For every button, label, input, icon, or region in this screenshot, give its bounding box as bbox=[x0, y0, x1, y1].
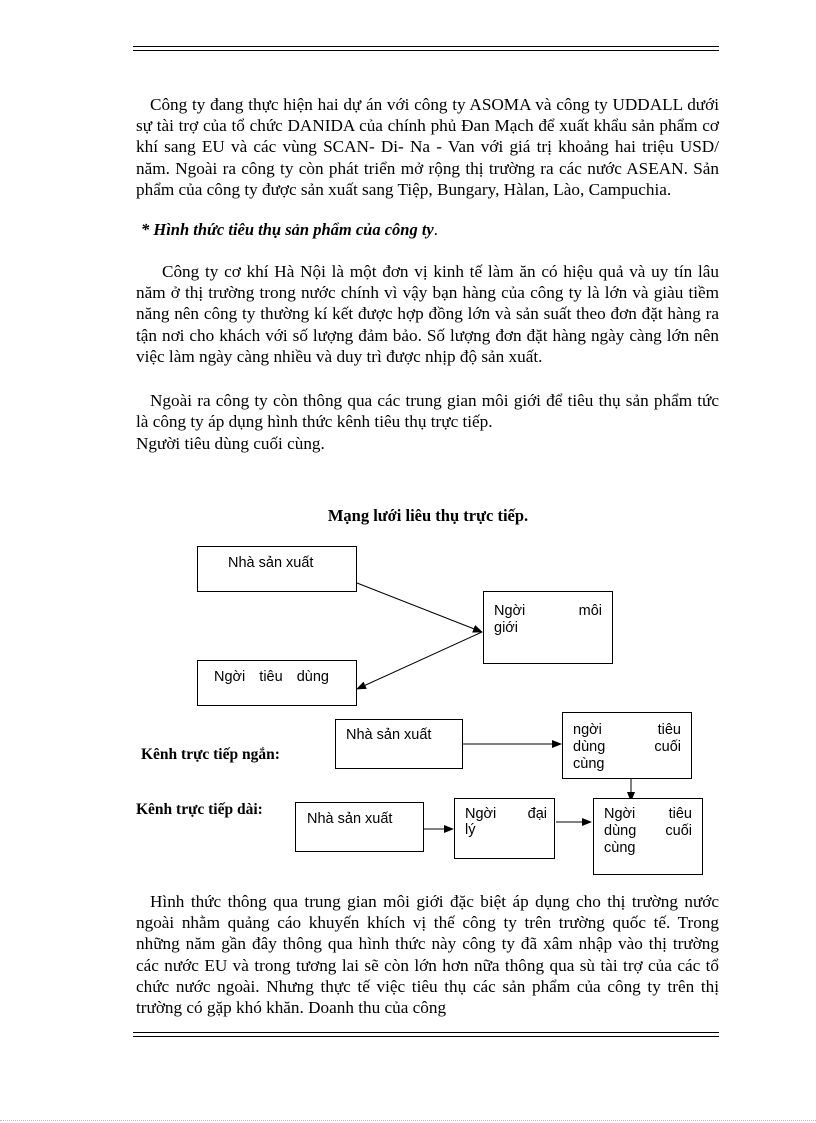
box-long-producer bbox=[295, 802, 424, 852]
paragraph-brokers: Ngoài ra công ty còn thông qua các trung gian môi giới để tiêu thụ sản phẩm tức là công ty áp dụng hình thức kênh tiêu thụ trực tiếp. bbox=[136, 391, 719, 432]
arrow-producer-to-broker bbox=[357, 583, 482, 632]
box-long-agent bbox=[454, 798, 555, 859]
box-long-agent-label-1: Ngời đại bbox=[465, 806, 547, 822]
box-broker bbox=[483, 591, 613, 664]
box-long-final-label-2: dùng cuối bbox=[604, 823, 692, 839]
section-heading bbox=[141, 220, 438, 240]
box-short-producer-label: Nhà sản xuất bbox=[346, 727, 432, 743]
diagram-title: Mạng lưới liêu thụ trực tiếp. bbox=[327, 506, 529, 525]
header-rule-top bbox=[133, 46, 719, 47]
box-producer-label: Nhà sản xuất bbox=[228, 555, 314, 571]
paragraph-broker-channel: Hình thức thông qua trung gian môi giới đặc biệt áp dụng cho thị trường nước ngoài nhằm quảng cáo khuyến khích vị thế công ty trên trường quốc tế. Trong những năm gần đây thông qua hình thức này công ty đã xâm nhập vào thị trường các nước EU và trong tương lai sẽ còn lớn hơn nữa thông qua sù tài trợ của các tổ chức nước ngoài. Nhưng thực tế việc tiêu thụ các sản phẩm của công ty trên thị trường có gặp khó khăn. Doanh thu của công bbox=[136, 892, 719, 1018]
header-rule-bottom bbox=[133, 50, 719, 51]
box-short-final bbox=[562, 712, 692, 779]
arrow-broker-to-consumer bbox=[357, 632, 482, 689]
section-heading-period: . bbox=[433, 220, 438, 239]
paragraph-company: Công ty cơ khí Hà Nội là một đơn vị kinh tế làm ăn có hiệu quả và uy tín lâu năm ở thị trường trong nước chính vì vậy bạn hàng của công ty là lớn và giàu tiềm năng nên công ty thường kí kết được hợp đồng lớn và sản suất theo đơn đặt hàng ra tận nơi cho khách với số lượng đảm bảo. Số lượng đơn đặt hàng ngày càng lớn nên việc làm ngày càng nhiều và duy trì được nhịp độ sản xuất. bbox=[136, 262, 719, 366]
paragraph-asoma: Công ty đang thực hiện hai dự án với công ty ASOMA và công ty UDDALL dưới sự tài trợ của tổ chức DANIDA của chính phủ Đan Mạch để xuất khẩu sản phẩm cơ khí sang EU và các vùng SCAN- Di- Na - Van với giá trị khoảng hai triệu USD/ năm. Ngoài ra công ty còn phát triển mở rộng thị trường ra các nước ASEAN. Sản phẩm của công ty được sản xuất sang Tiệp, Bungary, Hàlan, Lào, Campuchia. bbox=[136, 95, 719, 199]
box-long-final-label-1: Ngời tiêu bbox=[604, 806, 692, 822]
box-long-producer-label: Nhà sản xuất bbox=[307, 811, 393, 827]
box-short-final-label-1: ngời tiêu bbox=[573, 722, 681, 738]
footer-rule-bottom bbox=[133, 1036, 719, 1037]
box-long-final-label-3: cùng bbox=[604, 840, 636, 856]
box-long-agent-label-2: lý bbox=[465, 822, 476, 838]
box-consumer bbox=[197, 660, 357, 706]
section-heading-text: * Hình thức tiêu thụ sản phẩm của công ty bbox=[141, 220, 434, 239]
box-short-producer bbox=[335, 719, 463, 769]
box-short-final-label-2: dùng cuối bbox=[573, 739, 681, 755]
label-short-channel: Kênh trực tiếp ngắn: bbox=[141, 746, 280, 763]
box-broker-label-2: giới bbox=[494, 620, 519, 636]
paragraph-final-consumer: Người tiêu dùng cuối cùng. bbox=[136, 434, 325, 453]
box-producer bbox=[197, 546, 357, 592]
footer-rule-top bbox=[133, 1032, 719, 1033]
box-broker-label-1: Ngời môi bbox=[494, 603, 602, 619]
box-short-final-label-3: cùng bbox=[573, 756, 605, 772]
page-bottom-edge bbox=[0, 1120, 816, 1121]
label-long-channel: Kênh trực tiếp dài: bbox=[136, 801, 263, 818]
box-long-final bbox=[593, 798, 703, 875]
box-consumer-label: Ngời tiêu dùng bbox=[214, 669, 329, 685]
